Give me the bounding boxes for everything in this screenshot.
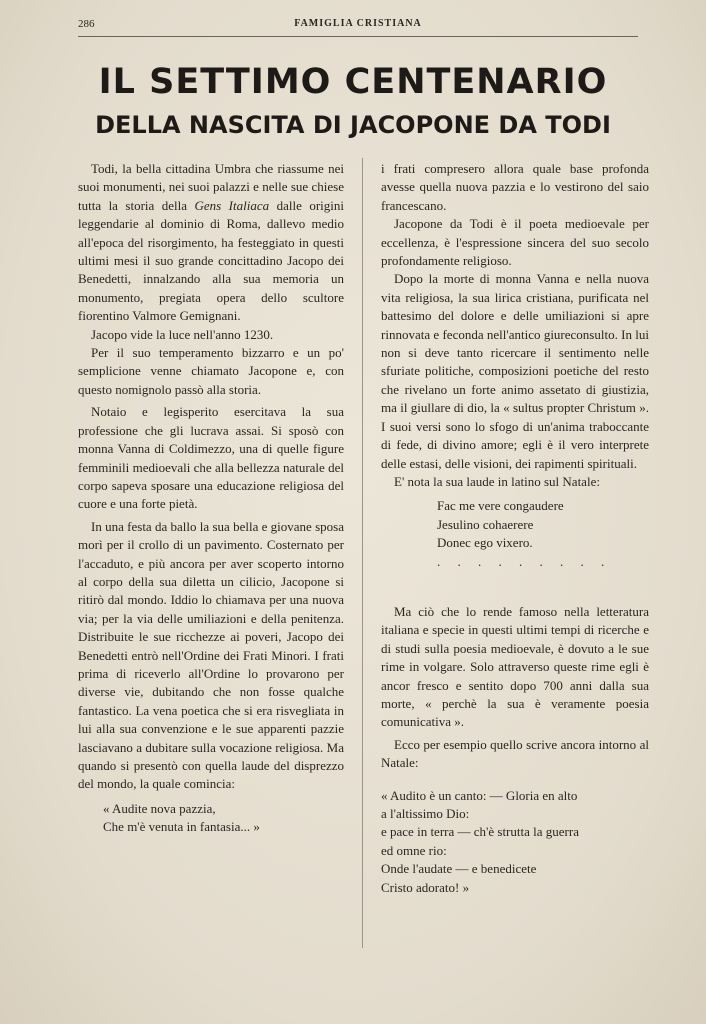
latin-laude [381, 497, 649, 571]
right-column [381, 160, 649, 897]
verse-line: a l'altissimo Dio: [381, 806, 470, 821]
verse-line: Che m'è venuta in fantasia... » [103, 819, 260, 835]
laude-quote [78, 800, 344, 837]
article-subtitle: DELLA NASCITA DI JACOPONE DA TODI [95, 111, 611, 139]
ellipsis-dots: . . . . . . . . . [437, 553, 612, 569]
paragraph: Dopo la morte di monna Vanna e nella nuova vita religiosa, la sua lirica cristiana, purificata nel battesimo del dolore e delle umiliazioni si apre rinnovata e feconda nell'antico giureconsulto. In lui non si deve tanto ricercare il sentimento nelle sfuriate politiche, composizioni poetiche del resto che rivelano un forte animo assetato di giustizia, ma il giullare di dio, la « sultus propter Christum ». I suoi versi sono lo sfogo di un'anima traboccante di fede, di divino amore; egli è il vero interprete delle estasi, delle visioni, dei rapimenti spirituali. [381, 271, 649, 471]
verse-line: Jesulino cohaerere [437, 516, 534, 532]
left-column [78, 160, 344, 837]
verse-line: « Audite nova pazzia, [103, 800, 216, 816]
magazine-name: FAMIGLIA CRISTIANA [294, 18, 422, 29]
paragraph: Ma ciò che lo rende famoso nella letteratura italiana e specie in questi ultimi tempi di ricerche e di studi sulla poesia medioevale, è dovuto a le sue rime in volgare. Solo attraverso queste rime egli è ancor fresco e sentito dopo 700 anni dalla sua morte, « perchè la sua è veramente poesia comunicativa ». [381, 603, 649, 730]
paragraph: Jacopone da Todi è il poeta medioevale per eccellenza, è l'espressione sincera del suo secolo profondamente religioso. [381, 216, 649, 269]
article-title: IL SETTIMO CENTENARIO [98, 62, 608, 102]
column-divider [362, 158, 363, 948]
verse-line: ed omne rio: [381, 842, 447, 858]
verse-line: « Audito è un canto: — Gloria en alto [381, 787, 578, 803]
verse-line: Fac me vere congaudere [437, 498, 564, 514]
verse-line: Onde l'audate — e benedicete [381, 861, 537, 877]
paragraph: i frati compresero allora quale base profonda avesse quella nuova pazzia e lo vestirono del saio francescano. [381, 161, 649, 213]
running-header [78, 18, 638, 37]
paragraph: Notaio e legisperito esercitava la sua professione che gli lucrava assai. Si sposò con monna Vanna di Coldimezzo, una di quelle figure femminili medioevali che alla bellezza naturale del corpo sapeva sposare una educazione religiosa del cuore e una forte pietà. [78, 404, 344, 512]
paragraph: Todi, la bella cittadina Umbra che riassume nei suoi monumenti, nei suoi palazzi e nelle sue chiese tutta la storia della Gens Italiaca dalle origini leggendarie al dominio di Roma, dallevo medio all'epoca del risorgimento, ha festeggiato in questi ultimi mesi il suo grande concittadino Jacopo dei Benedetti, innalzando alla sua memoria un monumento, pregiata opera dello scultore fiorentino Valmore Gemignani. [78, 161, 344, 324]
paragraph: Jacopo vide la luce nell'anno 1230. [91, 326, 274, 342]
verse-line: Cristo adorato! » [381, 879, 470, 895]
paragraph: In una festa da ballo la sua bella e giovane sposa morì per il crollo di un pavimento. Costernato per l'accaduto, e più ancora per aver scoperto intorno al corpo della sua diletta un cilicio, Jacopone si ritirò dal mondo. Iddio lo chiamava per una nuova via; per la via delle umiliazioni e della penitenza. Distribuite le sue ricchezze ai poveri, Jacopo dei Benedetti entrò nell'Ordine dei Frati Minori. I frati prima di riceverlo all'Ordine lo provarono per diverse vie, dubitando che non fosse qualche fantastico. La vena poetica che si era risvegliata in lui alla sua convenzione e le sue apparenti pazzie lasciavano a dubitare sulla vocazione religiosa. Ma quando si presentò con quella laude del disprezzo del mondo, la quale comincia: [78, 518, 344, 792]
verse-line: e pace in terra — ch'è strutta la guerra [381, 824, 579, 840]
paragraph: Ecco per esempio quello scrive ancora intorno al Natale: [381, 736, 649, 771]
verse-line: Donec ego vixero. [437, 535, 533, 551]
page-number: 286 [78, 18, 95, 30]
paragraph: Per il suo temperamento bizzarro e un po' semplicione venne chiamato Jacopone e, con questo nomignolo passò alla storia. [78, 345, 344, 397]
natale-laude [381, 787, 649, 897]
paragraph: E' nota la sua laude in latino sul Natale: [394, 473, 600, 489]
